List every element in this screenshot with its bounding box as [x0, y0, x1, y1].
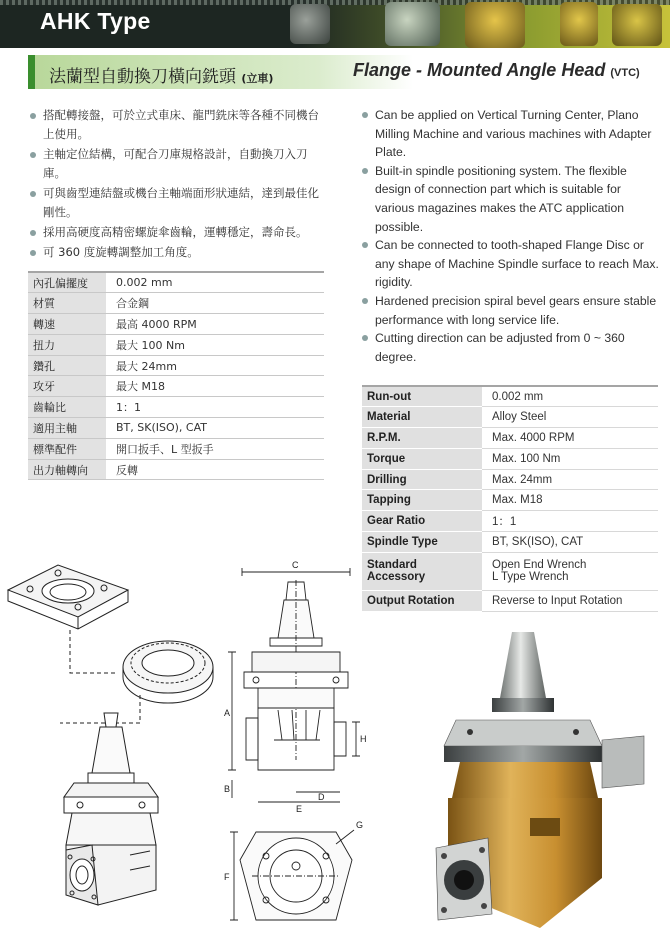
- spec-value: 反轉: [106, 459, 324, 480]
- banner-product-image-5: [612, 4, 662, 46]
- spec-value: Max. 4000 RPM: [482, 428, 658, 449]
- spec-label: 齒輪比: [28, 397, 106, 418]
- spec-label: Standard Accessory: [362, 552, 482, 590]
- spec-label: 扭力: [28, 334, 106, 355]
- table-row: [362, 532, 658, 553]
- title-bar: [28, 55, 665, 89]
- dim-label-h: H: [360, 734, 367, 744]
- table-row: [362, 448, 658, 469]
- feature-zh-item: 搭配轉接盤，可於立式車床、龍門銑床等各種不同機台上使用。: [30, 106, 330, 144]
- feature-zh-item: 可與齒型連結盤或機台主軸端面形狀連結，達到最佳化剛性。: [30, 184, 330, 222]
- spec-label: 攻牙: [28, 376, 106, 397]
- spec-label: 適用主軸: [28, 418, 106, 439]
- table-row: [362, 469, 658, 490]
- title-en-text: Flange - Mounted Angle Head: [353, 60, 606, 80]
- spec-table-zh: [28, 271, 324, 480]
- spec-value: Max. M18: [482, 490, 658, 511]
- title-zh-suffix: (立車): [241, 72, 274, 85]
- spec-value-line: L Type Wrench: [492, 571, 569, 584]
- spec-value: 開口扳手、L 型扳手: [106, 438, 324, 459]
- spec-label: Drilling: [362, 469, 482, 490]
- page-title: AHK Type: [40, 8, 151, 34]
- spec-value: 1：1: [106, 397, 324, 418]
- spec-value: 最大 100 Nm: [106, 334, 324, 355]
- feature-en-item: Built-in spindle positioning system. The flexible design of connection part which is suitable for various magazines makes the ATC application possible.: [362, 162, 662, 236]
- spec-value: [482, 552, 658, 590]
- title-en-suffix: (VTC): [610, 67, 640, 79]
- spec-value: 0.002 mm: [106, 272, 324, 293]
- spec-table-en: [362, 385, 658, 612]
- spec-value: Alloy Steel: [482, 407, 658, 428]
- spec-value: 最大 24mm: [106, 355, 324, 376]
- table-row: [362, 428, 658, 449]
- spec-label: Material: [362, 407, 482, 428]
- banner-product-image-3: [465, 2, 525, 48]
- dim-label-e: E: [296, 804, 303, 814]
- feature-zh-item: 採用高硬度高精密螺旋傘齒輪，運轉穩定，壽命長。: [30, 223, 330, 242]
- spec-value: 合金鋼: [106, 293, 324, 314]
- table-row: [362, 386, 658, 407]
- dim-label-b: B: [224, 784, 231, 794]
- spec-value: 1：1: [482, 511, 658, 532]
- features-en-list: [362, 106, 662, 366]
- dim-label-c: C: [292, 560, 299, 570]
- dimension-drawing: [222, 560, 370, 936]
- spec-value: 最高 4000 RPM: [106, 314, 324, 335]
- dim-label-d: D: [318, 792, 325, 802]
- spec-label: 鑽孔: [28, 355, 106, 376]
- feature-zh-item: 主軸定位結構，可配合刀庫規格設計，自動換刀入刀庫。: [30, 145, 330, 183]
- spec-label: Tapping: [362, 490, 482, 511]
- spec-label: 轉速: [28, 314, 106, 335]
- spec-value: Reverse to Input Rotation: [482, 590, 658, 611]
- banner-product-image-1: [290, 4, 330, 44]
- feature-en-item: Can be applied on Vertical Turning Center, Plano Milling Machine and various machines with Adapter Plate.: [362, 106, 662, 162]
- spec-label: 標準配件: [28, 438, 106, 459]
- feature-en-item: Hardened precision spiral bevel gears ensure stable performance with long service life.: [362, 292, 662, 329]
- spec-label: 出力軸轉向: [28, 459, 106, 480]
- header-banner: [0, 0, 670, 48]
- spec-value: 最大 M18: [106, 376, 324, 397]
- table-row: [362, 552, 658, 590]
- table-row: [362, 590, 658, 611]
- spec-label: R.P.M.: [362, 428, 482, 449]
- spec-label: Gear Ratio: [362, 511, 482, 532]
- table-row: [28, 418, 324, 439]
- table-row: [362, 490, 658, 511]
- feature-zh-item: 可 360 度旋轉調整加工角度。: [30, 243, 330, 262]
- banner-product-image-2: [385, 2, 440, 46]
- title-en: [353, 60, 640, 81]
- spec-label: Run-out: [362, 386, 482, 407]
- spec-label: Spindle Type: [362, 532, 482, 553]
- table-row: [28, 293, 324, 314]
- product-photo: [430, 628, 662, 936]
- table-row: [28, 272, 324, 293]
- spec-label: 內孔偏擺度: [28, 272, 106, 293]
- spec-value: 0.002 mm: [482, 386, 658, 407]
- table-row: [28, 376, 324, 397]
- table-row: [28, 355, 324, 376]
- spec-value: BT, SK(ISO), CAT: [106, 418, 324, 439]
- table-row: [28, 397, 324, 418]
- dim-label-f: F: [224, 872, 230, 882]
- exploded-view-drawing: [0, 545, 225, 935]
- spec-label: 材質: [28, 293, 106, 314]
- table-row: [362, 511, 658, 532]
- spec-value: Max. 100 Nm: [482, 448, 658, 469]
- title-zh: [49, 62, 273, 87]
- table-row: [28, 438, 324, 459]
- dim-label-g: G: [356, 820, 364, 830]
- spec-value: Max. 24mm: [482, 469, 658, 490]
- table-row: [28, 459, 324, 480]
- title-zh-text: 法蘭型自動換刀橫向銑頭: [49, 67, 236, 87]
- banner-product-image-4: [560, 2, 598, 46]
- spec-label: Torque: [362, 448, 482, 469]
- feature-en-item: Can be connected to tooth-shaped Flange Disc or any shape of Machine Spindle surface to reach Max. rigidity.: [362, 236, 662, 292]
- dim-label-a: A: [224, 708, 231, 718]
- table-row: [28, 314, 324, 335]
- table-row: [362, 407, 658, 428]
- feature-en-item: Cutting direction can be adjusted from 0 ~ 360 degree.: [362, 329, 662, 366]
- spec-value: BT, SK(ISO), CAT: [482, 532, 658, 553]
- spec-value-line: Open End Wrench: [492, 559, 587, 572]
- spec-label: Output Rotation: [362, 590, 482, 611]
- table-row: [28, 334, 324, 355]
- features-zh-list: [30, 106, 330, 263]
